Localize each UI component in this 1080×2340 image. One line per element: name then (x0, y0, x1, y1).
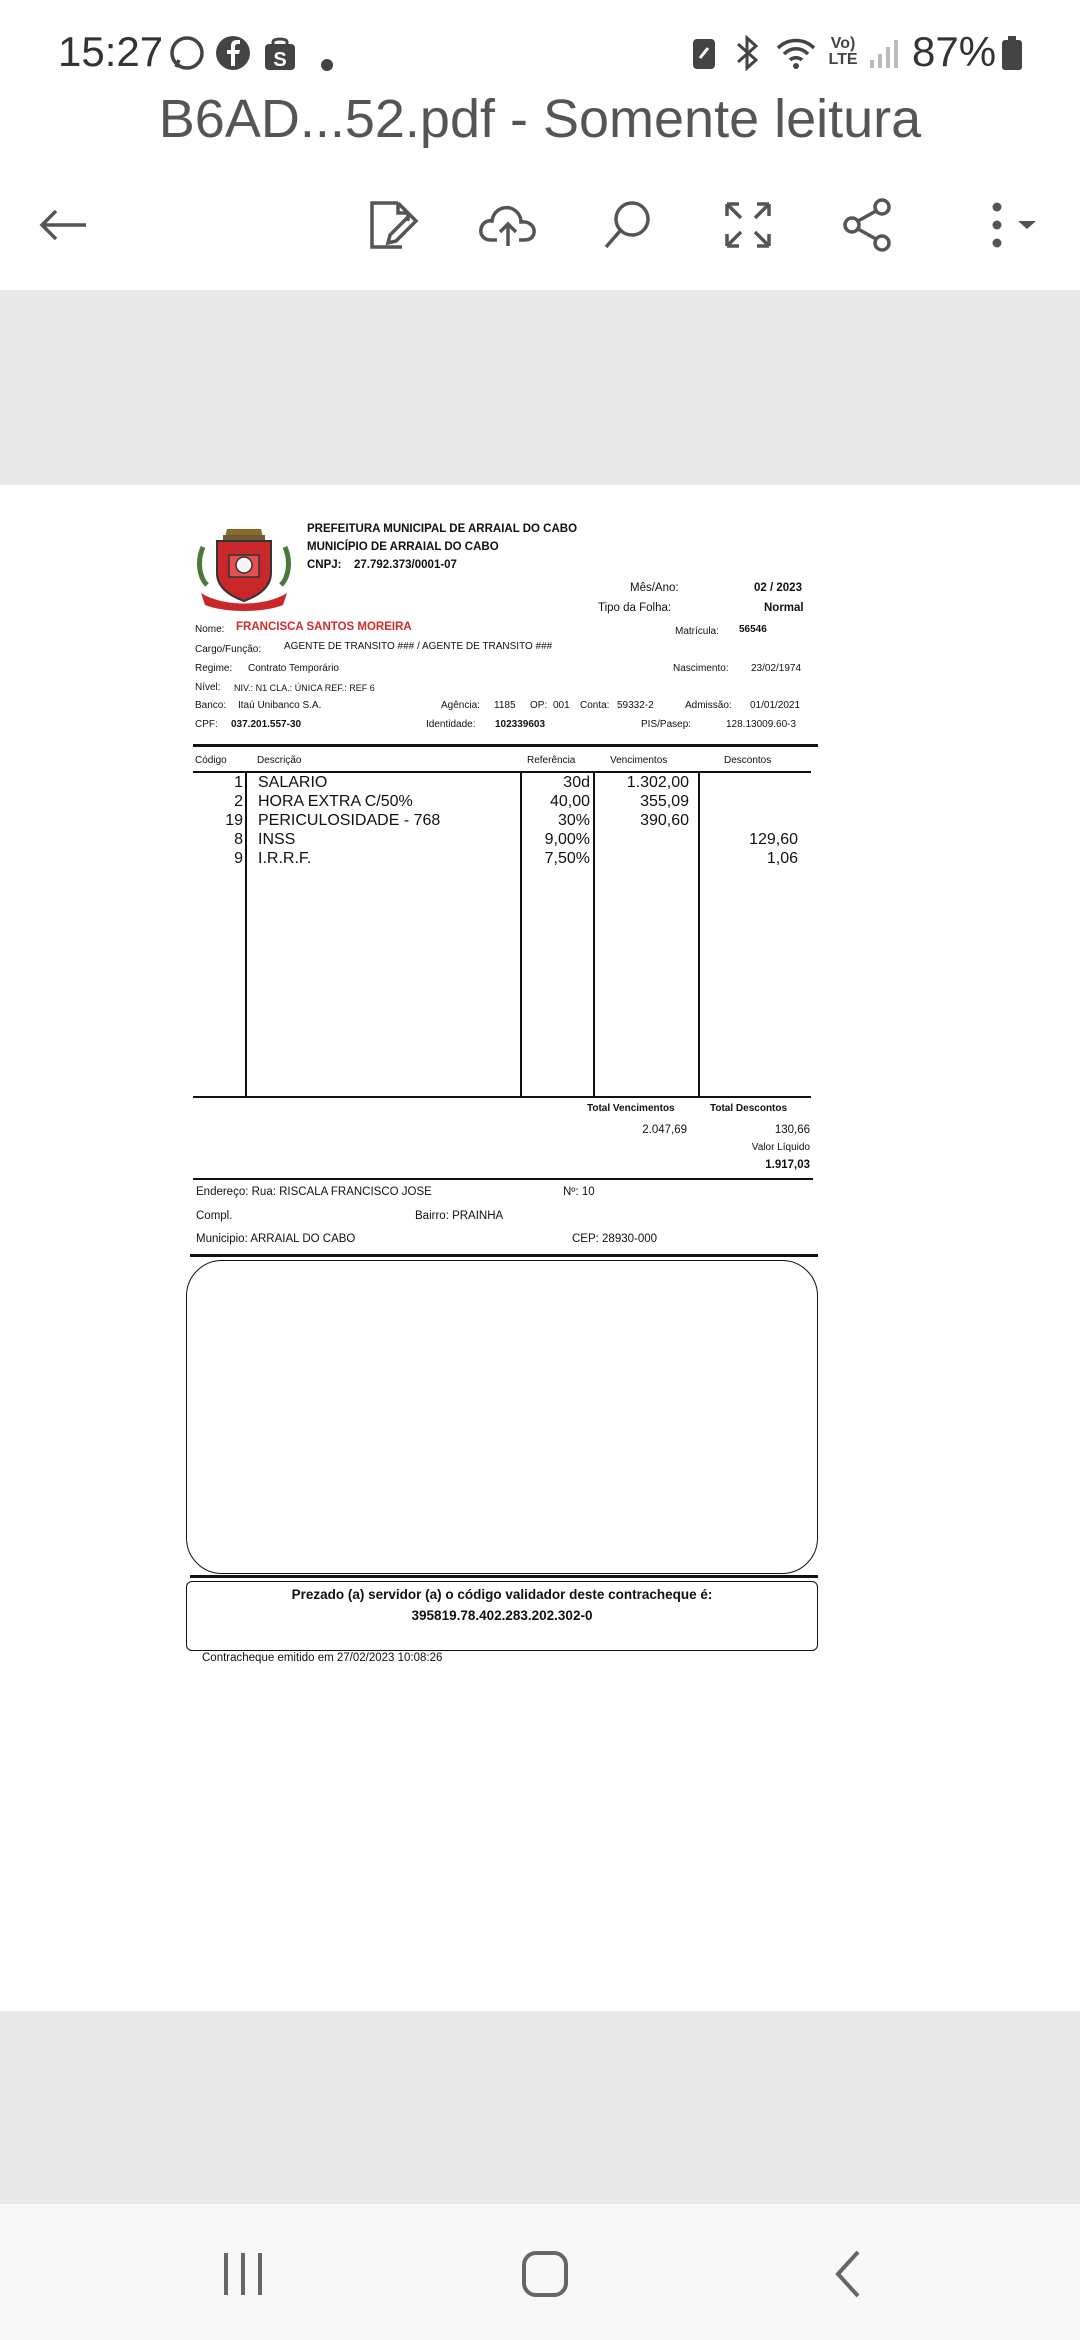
back-icon[interactable] (808, 2234, 888, 2314)
admissao-label: Admissão: (685, 700, 732, 711)
pis-value: 128.13009.60-3 (726, 719, 797, 730)
op-label: OP: (530, 700, 548, 711)
cep: CEP: 28930-000 (572, 1233, 658, 1245)
mes-ano-value: 02 / 2023 (754, 582, 802, 594)
validator-code: 395819.78.402.283.202.302-0 (411, 1608, 593, 1623)
tipo-folha-label: Tipo da Folha: (598, 602, 672, 614)
facebook-icon (214, 34, 252, 78)
numero: Nº: 10 (563, 1186, 595, 1198)
total-vencimentos-label: Total Vencimentos (587, 1103, 675, 1114)
cell-codigo: 1 (234, 774, 243, 791)
total-descontos-label: Total Descontos (710, 1103, 788, 1114)
endereco: Endereço: Rua: RISCALA FRANCISCO JOSE (196, 1186, 432, 1198)
banco-label: Banco: (195, 700, 227, 711)
col-divider (245, 771, 247, 1096)
svg-text:S: S (273, 49, 287, 71)
municipio: Municipio: ARRAIAL DO CABO (196, 1233, 356, 1245)
mes-ano-label: Mês/Ano: (630, 582, 679, 594)
nome-label: Nome: (195, 624, 225, 635)
divider (190, 1254, 818, 1257)
cpf-label: CPF: (195, 719, 218, 730)
more-options-icon[interactable] (962, 190, 1052, 260)
validator-text: Prezado (a) servidor (a) o código validador deste contracheque é: (291, 1587, 713, 1602)
banco-value: Itaú Unibanco S.A. (238, 700, 322, 711)
divider (190, 1575, 818, 1578)
battery-saver-icon (690, 34, 718, 78)
home-icon[interactable] (505, 2234, 585, 2314)
col-header-codigo: Código (195, 755, 227, 766)
admissao-value: 01/01/2021 (750, 700, 801, 711)
org-line1: PREFEITURA MUNICIPAL DE ARRAIAL DO CABO (307, 523, 578, 535)
navigation-bar (0, 2204, 1080, 2340)
conta-value: 59332-2 (617, 700, 654, 711)
cargo-value: AGENTE DE TRANSITO ### / AGENTE DE TRANSITO ### (284, 641, 553, 652)
cell-descontos: 1,06 (766, 850, 798, 867)
total-vencimentos-value: 2.047,69 (642, 1124, 687, 1136)
share-icon[interactable] (828, 190, 908, 260)
col-header-descricao: Descrição (257, 755, 302, 766)
cnpj-value: 27.792.373/0001-07 (354, 559, 457, 571)
nivel-value: NIV.: N1 CLA.: ÚNICA REF.: REF 6 (234, 683, 375, 693)
valor-liquido-label: Valor Líquido (751, 1142, 810, 1153)
cargo-label: Cargo/Função: (195, 644, 262, 655)
table-header-line (193, 771, 811, 773)
coat-of-arms-logo (193, 527, 295, 612)
back-arrow-icon[interactable] (24, 190, 104, 260)
nivel-label: Nível: (195, 682, 221, 693)
cnpj-label: CNPJ: (307, 559, 342, 571)
total-descontos-value: 130,66 (774, 1124, 810, 1136)
cell-referencia: 7,50% (544, 850, 590, 867)
cell-referencia: 9,00% (544, 831, 590, 848)
cell-descricao: SALARIO (258, 774, 328, 791)
cell-codigo: 19 (225, 812, 243, 829)
cell-vencimentos: 1.302,00 (626, 774, 689, 791)
cloud-upload-icon[interactable] (468, 190, 548, 260)
matricula-label: Matrícula: (675, 626, 719, 637)
pdf-page (0, 485, 1080, 2011)
nascimento-value: 23/02/1974 (751, 663, 802, 674)
col-header-vencimentos: Vencimentos (610, 755, 668, 766)
signal-icon (868, 34, 900, 78)
toolbar (0, 180, 1080, 270)
search-icon[interactable] (588, 190, 668, 260)
org-line2: MUNICÍPIO DE ARRAIAL DO CABO (307, 541, 499, 553)
app-header (0, 0, 1080, 290)
identidade-label: Identidade: (426, 719, 476, 730)
regime-value: Contrato Temporário (248, 663, 339, 674)
issued-footer: Contracheque emitido em 27/02/2023 10:08:26 (202, 1652, 443, 1664)
cell-descricao: INSS (258, 831, 296, 848)
compl: Compl. (196, 1210, 233, 1222)
message-box (186, 1260, 818, 1574)
document-title: B6AD...52.pdf - Somente leitura (158, 89, 922, 149)
cell-descontos: 129,60 (749, 831, 798, 848)
cell-descricao: I.R.R.F. (258, 850, 312, 867)
cpf-value: 037.201.557-30 (231, 719, 302, 730)
whatsapp-icon (168, 34, 206, 78)
status-bar (0, 0, 1080, 100)
pis-label: PIS/Pasep: (641, 719, 692, 730)
cell-referencia: 30% (557, 812, 590, 829)
valor-liquido-value: 1.917,03 (765, 1159, 810, 1171)
viewer-background (0, 2011, 1080, 2204)
nascimento-label: Nascimento: (673, 663, 729, 674)
agencia-value: 1185 (494, 700, 516, 711)
battery-percent: 87% (912, 28, 997, 75)
validator-box (186, 1581, 818, 1651)
op-value: 001 (553, 700, 570, 711)
edit-document-icon[interactable] (352, 190, 432, 260)
totals-line (193, 1178, 813, 1180)
col-header-descontos: Descontos (724, 755, 772, 766)
network-label: Vo) LTE (828, 35, 858, 68)
col-header-referencia: Referência (527, 755, 576, 766)
wifi-icon (774, 34, 818, 78)
cell-descricao: PERICULOSIDADE - 768 (258, 812, 441, 829)
bairro: Bairro: PRAINHA (415, 1210, 504, 1222)
tipo-folha-value: Normal (764, 602, 804, 614)
conta-label: Conta: (580, 700, 610, 711)
fullscreen-icon[interactable] (708, 190, 788, 260)
cell-vencimentos: 355,09 (640, 793, 689, 810)
table-bottom-line (193, 1096, 811, 1098)
shopping-bag-icon (262, 34, 298, 78)
cell-descricao: HORA EXTRA C/50% (258, 793, 413, 810)
agencia-label: Agência: (441, 700, 480, 711)
dot-icon (320, 44, 334, 78)
cell-codigo: 9 (234, 850, 243, 867)
cell-referencia: 30d (563, 774, 590, 791)
recent-apps-icon[interactable] (203, 2234, 283, 2314)
cell-vencimentos: 390,60 (640, 812, 689, 829)
nome-value: FRANCISCA SANTOS MOREIRA (236, 621, 412, 633)
regime-label: Regime: (195, 663, 233, 674)
identidade-value: 102339603 (495, 719, 546, 730)
matricula-value: 56546 (739, 624, 767, 635)
cell-codigo: 8 (234, 831, 243, 848)
col-divider (698, 771, 700, 1096)
battery-icon (1000, 34, 1024, 78)
cell-referencia: 40,00 (549, 793, 590, 810)
status-time: 15:27 (58, 28, 164, 75)
bluetooth-icon (730, 34, 764, 78)
cell-codigo: 2 (234, 793, 243, 810)
divider (193, 744, 818, 747)
